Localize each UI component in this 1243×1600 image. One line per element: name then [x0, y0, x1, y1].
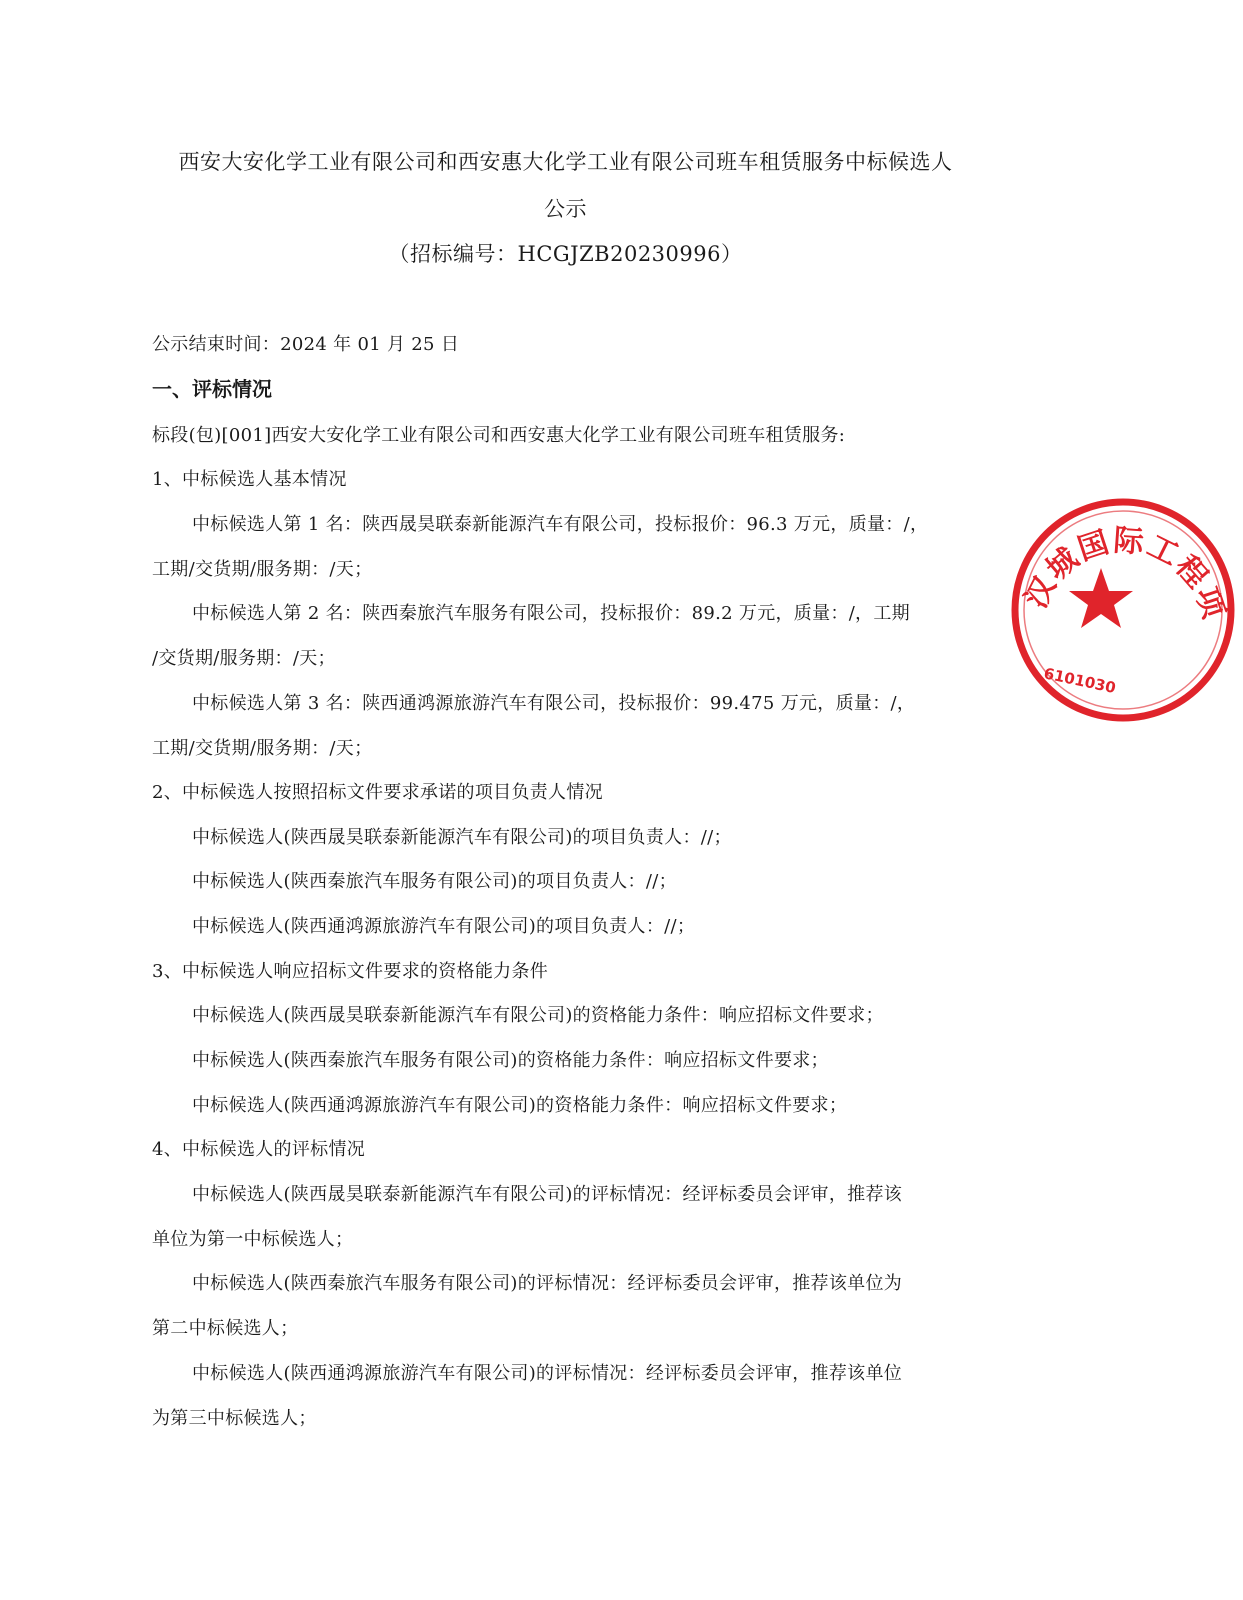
qualification-row-3: 中标候选人(陕西通鸿源旅游汽车有限公司)的资格能力条件：响应招标文件要求；	[192, 1095, 848, 1116]
manager-row-3: 中标候选人(陕西通鸿源旅游汽车有限公司)的项目负责人：//；	[192, 916, 696, 937]
section-heading-evaluation: 一、评标情况	[152, 377, 272, 401]
official-seal-stamp	[1003, 490, 1243, 730]
seal-text: 汉城国际工程项	[1018, 523, 1232, 625]
document-title-line2: 公示	[544, 197, 587, 221]
candidate-2-line2: /交货期/服务期：/天；	[152, 648, 336, 669]
bid-number: （招标编号：HCGJZB20230996）	[388, 242, 743, 266]
candidate-1-line2: 工期/交货期/服务期：/天；	[152, 559, 373, 580]
candidate-1-line1: 中标候选人第 1 名：陕西晟昊联泰新能源汽车有限公司，投标报价：96.3 万元，质量：/，	[192, 514, 929, 535]
evaluation-2-line2: 第二中标候选人；	[152, 1318, 299, 1339]
notice-end-date: 公示结束时间：2024 年 01 月 25 日	[152, 334, 460, 355]
evaluation-1-line1: 中标候选人(陕西晟昊联泰新能源汽车有限公司)的评标情况：经评标委员会评审，推荐该	[192, 1184, 903, 1205]
candidate-2-line1: 中标候选人第 2 名：陕西秦旅汽车服务有限公司，投标报价：89.2 万元，质量：/，工期	[192, 603, 910, 624]
evaluation-3-line1: 中标候选人(陕西通鸿源旅游汽车有限公司)的评标情况：经评标委员会评审，推荐该单位	[192, 1363, 903, 1384]
manager-row-1: 中标候选人(陕西晟昊联泰新能源汽车有限公司)的项目负责人：//；	[192, 827, 732, 848]
subheading-project-manager: 2、中标候选人按照招标文件要求承诺的项目负责人情况	[152, 782, 603, 803]
document-title-line1: 西安大安化学工业有限公司和西安惠大化学工业有限公司班车租赁服务中标候选人	[178, 150, 953, 174]
candidate-3-line2: 工期/交货期/服务期：/天；	[152, 738, 373, 759]
candidate-3-line1: 中标候选人第 3 名：陕西通鸿源旅游汽车有限公司，投标报价：99.475 万元，质量：/，	[192, 693, 916, 714]
seal-number: 6101030	[1042, 664, 1118, 698]
lot-line: 标段(包)[001]西安大安化学工业有限公司和西安惠大化学工业有限公司班车租赁服务:	[152, 425, 846, 446]
evaluation-1-line2: 单位为第一中标候选人；	[152, 1229, 354, 1250]
evaluation-2-line1: 中标候选人(陕西秦旅汽车服务有限公司)的评标情况：经评标委员会评审，推荐该单位为	[192, 1273, 903, 1294]
subheading-basic-info: 1、中标候选人基本情况	[152, 469, 347, 490]
qualification-row-2: 中标候选人(陕西秦旅汽车服务有限公司)的资格能力条件：响应招标文件要求；	[192, 1050, 829, 1071]
evaluation-3-line2: 为第三中标候选人；	[152, 1408, 317, 1429]
subheading-qualification: 3、中标候选人响应招标文件要求的资格能力条件	[152, 961, 549, 982]
qualification-row-1: 中标候选人(陕西晟昊联泰新能源汽车有限公司)的资格能力条件：响应招标文件要求；	[192, 1005, 884, 1026]
subheading-evaluation-result: 4、中标候选人的评标情况	[152, 1139, 366, 1160]
manager-row-2: 中标候选人(陕西秦旅汽车服务有限公司)的项目负责人：//；	[192, 871, 677, 892]
